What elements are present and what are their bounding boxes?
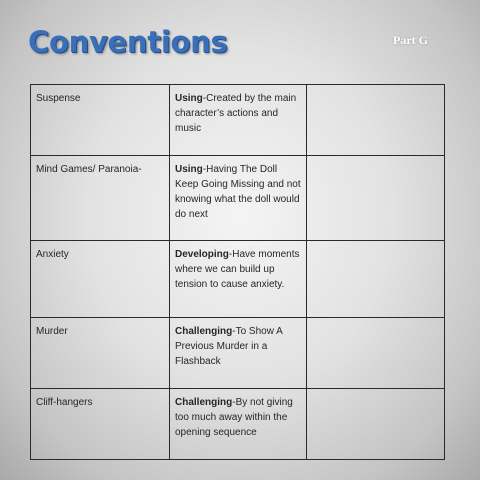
description-text: -Have moments where we can build up tension to cause anxiety. — [175, 249, 300, 290]
notes-cell — [307, 156, 445, 241]
part-label: Part G — [393, 33, 428, 47]
description-cell — [170, 156, 307, 241]
table-row — [31, 389, 445, 460]
description-keyword: Challenging — [175, 326, 233, 337]
description-text: -By not giving too much away within the opening sequence — [175, 397, 293, 438]
conventions-table — [30, 84, 445, 460]
notes-cell — [307, 389, 445, 460]
convention-name: Mind Games/ Paranoia- — [36, 164, 142, 175]
description-cell — [170, 318, 307, 389]
convention-cell — [31, 389, 170, 460]
description-cell — [170, 241, 307, 318]
table-row — [31, 318, 445, 389]
description-keyword: Using — [175, 93, 203, 104]
slide-title: Conventions — [28, 25, 228, 59]
convention-cell — [31, 85, 170, 156]
table-row — [31, 241, 445, 318]
convention-name: Murder — [36, 326, 68, 337]
notes-cell — [307, 241, 445, 318]
notes-cell — [307, 85, 445, 156]
table-row — [31, 156, 445, 241]
description-keyword: Using — [175, 164, 203, 175]
convention-cell — [31, 318, 170, 389]
description-keyword: Developing — [175, 249, 229, 260]
convention-cell — [31, 241, 170, 318]
description-text: -To Show A Previous Murder in a Flashback — [175, 326, 283, 367]
convention-name: Anxiety — [36, 249, 69, 260]
convention-name: Suspense — [36, 93, 81, 104]
description-keyword: Challenging — [175, 397, 233, 408]
table-row — [31, 85, 445, 156]
notes-cell — [307, 318, 445, 389]
description-text: -Created by the main character’s actions and music — [175, 93, 297, 134]
description-text: -Having The Doll Keep Going Missing and not knowing what the doll would do next — [175, 164, 301, 220]
convention-name: Cliff-hangers — [36, 397, 93, 408]
convention-cell — [31, 156, 170, 241]
description-cell — [170, 85, 307, 156]
description-cell — [170, 389, 307, 460]
